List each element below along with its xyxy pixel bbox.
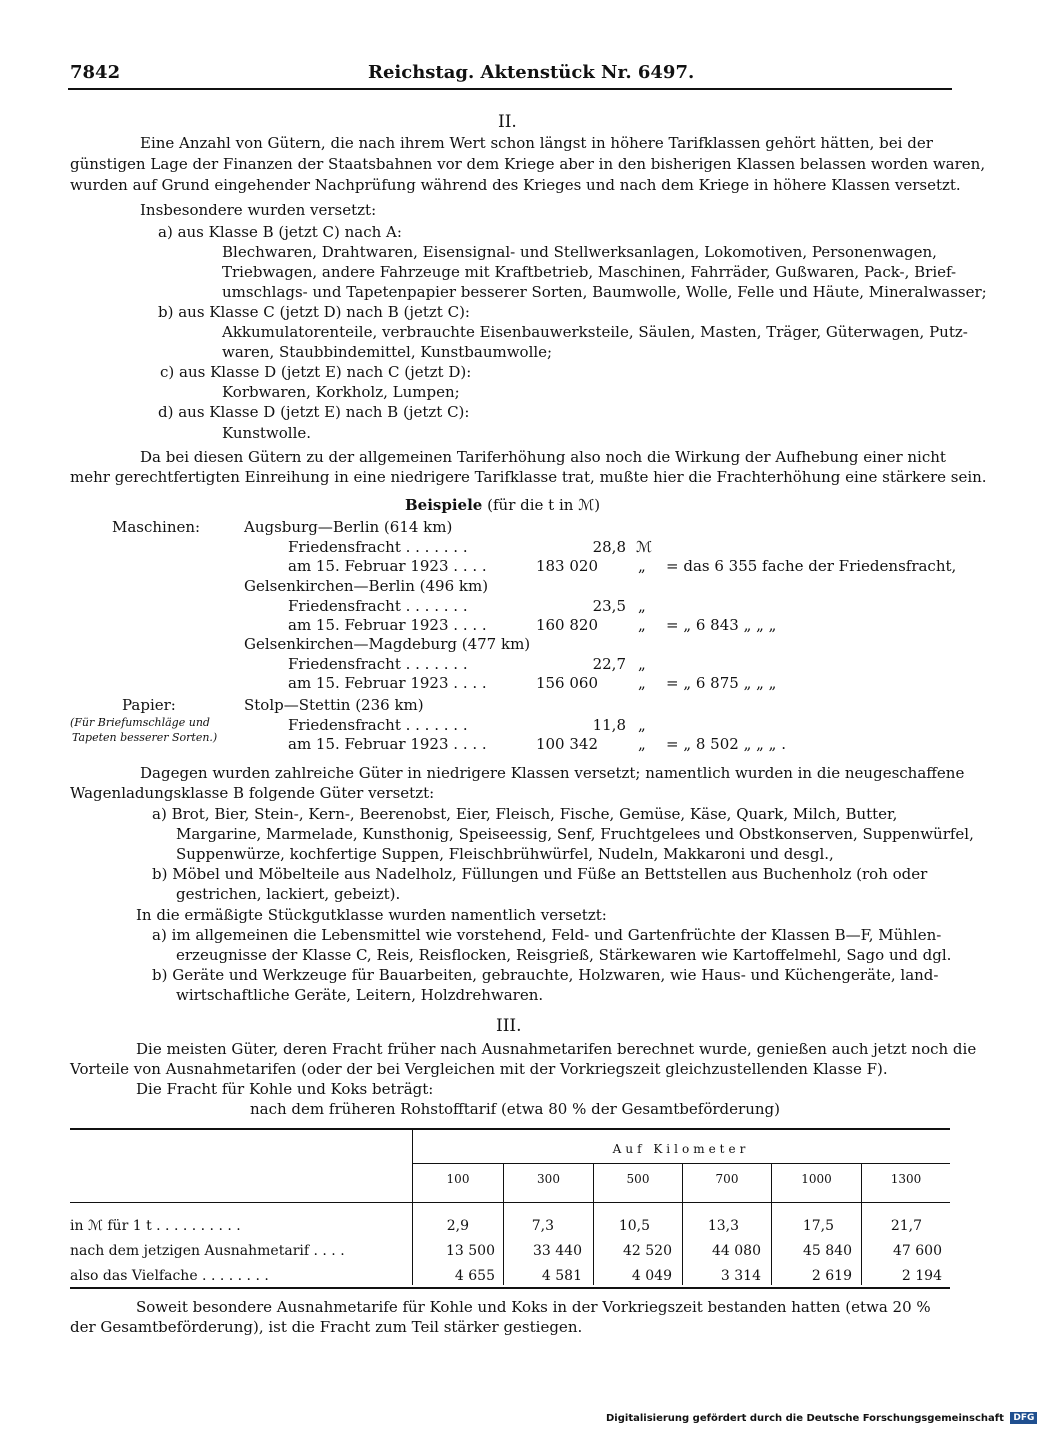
- list-c-head: c) aus Klasse D (jetzt E) nach C (jetzt D):: [160, 363, 472, 381]
- table-row-label: also das Vielfache . . . . . . . .: [70, 1268, 269, 1284]
- closing-line-1: Soweit besondere Ausnahmetarife für Kohle und Koks in der Vorkriegszeit bestanden hatten (etwa 20 %: [136, 1298, 931, 1316]
- example-route: Augsburg—Berlin (614 km): [244, 518, 453, 536]
- example-fried-value: 11,8: [592, 716, 626, 734]
- table-bottom-rule: [70, 1287, 950, 1289]
- conclusion-line-1: Da bei diesen Gütern zu der allgemeinen Tariferhöhung also noch die Wirkung der Aufhebung einer nicht: [140, 448, 946, 466]
- list-a-body-1: Blechwaren, Drahtwaren, Eisensignal- und Stellwerksanlagen, Lokomotiven, Personenwagen,: [222, 243, 937, 261]
- list2-a-line-3: Suppenwürze, kochfertige Suppen, Fleischbrühwürfel, Nudeln, Makkaroni und desgl.,: [176, 845, 834, 863]
- table-group-header: Auf Kilometer: [612, 1142, 750, 1156]
- list3-a-line-1: a) im allgemeinen die Lebensmittel wie vorstehend, Feld- und Gartenfrüchte der Klassen B—F, Mühlen-: [152, 926, 942, 944]
- table-cell: 47 600: [893, 1243, 942, 1259]
- example-multiple: = „ 6 843 „ „ „: [666, 616, 777, 634]
- list2-b-line-2: gestrichen, lackiert, gebeizt).: [176, 885, 401, 903]
- page-number: 7842: [70, 62, 121, 83]
- table-cell: 13 500: [446, 1243, 495, 1259]
- table-cell: 44 080: [712, 1243, 761, 1259]
- example-feb-value: 100 342: [535, 735, 598, 753]
- digitization-credit: Digitalisierung gefördert durch die Deutsche Forschungsgemeinschaft: [606, 1413, 1004, 1424]
- table-cell: 3 314: [720, 1268, 761, 1284]
- example-fried-unit: „: [638, 597, 646, 615]
- intro-line-1: Eine Anzahl von Gütern, die nach ihrem Wert schon längst in höhere Tarifklassen gehört hätten, bei der: [140, 134, 933, 152]
- page-title: Reichstag. Aktenstück Nr. 6497.: [368, 62, 695, 83]
- example-fried-label: Friedensfracht . . . . . . .: [288, 597, 468, 615]
- example-feb-label: am 15. Februar 1923 . . . .: [288, 616, 487, 634]
- table-top-rule: [70, 1128, 950, 1130]
- example-fried-label: Friedensfracht . . . . . . .: [288, 538, 468, 556]
- example-multiple: = das 6 355 fache der Friedensfracht,: [666, 557, 957, 575]
- table-cell: 17,5: [802, 1218, 834, 1234]
- table-group-rule: [412, 1163, 950, 1164]
- example-route: Gelsenkirchen—Berlin (496 km): [244, 577, 489, 595]
- example-feb-label: am 15. Februar 1923 . . . .: [288, 674, 487, 692]
- beispiele-heading: Beispiele: [405, 496, 483, 514]
- table-cell: 4 049: [631, 1268, 672, 1284]
- table-cell: 2 619: [811, 1268, 852, 1284]
- list-c-body-1: Korbwaren, Korkholz, Lumpen;: [222, 383, 460, 401]
- table-col-header: 500: [626, 1172, 650, 1186]
- list-b-head: b) aus Klasse C (jetzt D) nach B (jetzt C):: [158, 303, 470, 321]
- list2-a-line-2: Margarine, Marmelade, Kunsthonig, Speiseessig, Senf, Fruchtgelees und Obstkonserven, Suppenwürfel,: [176, 825, 974, 843]
- example-feb-value: 183 020: [535, 557, 598, 575]
- example-fried-label: Friedensfracht . . . . . . .: [288, 655, 468, 673]
- table-cell: 45 840: [803, 1243, 852, 1259]
- example-route: Gelsenkirchen—Magdeburg (477 km): [244, 635, 531, 653]
- example-category: Papier:: [122, 696, 176, 714]
- dagegen-line-1: Dagegen wurden zahlreiche Güter in niedrigere Klassen versetzt; namentlich wurden in die neugeschaffene: [140, 764, 965, 782]
- section3-para-2: Vorteile von Ausnahmetarifen (oder der bei Vergleichen mit der Vorkriegszeit gleichzustellenden Klasse F).: [70, 1060, 888, 1078]
- table-cell: 4 655: [454, 1268, 495, 1284]
- stueckgut-line: In die ermäßigte Stückgutklasse wurden namentlich versetzt:: [136, 906, 607, 924]
- example-fried-label: Friedensfracht . . . . . . .: [288, 716, 468, 734]
- table-col-header: 1000: [801, 1172, 832, 1186]
- table-row-label: nach dem jetzigen Ausnahmetarif . . . .: [70, 1243, 345, 1259]
- section-heading-ii: II.: [498, 112, 517, 132]
- section-heading-iii: III.: [496, 1016, 522, 1036]
- insbesondere-line: Insbesondere wurden versetzt:: [140, 201, 377, 219]
- table-row-label: in ℳ für 1 t . . . . . . . . . .: [70, 1218, 241, 1234]
- example-feb-value: 160 820: [535, 616, 598, 634]
- list3-a-line-2: erzeugnisse der Klasse C, Reis, Reisflocken, Reisgrieß, Stärkewaren wie Kartoffelmehl, Sago und dgl.: [176, 946, 952, 964]
- intro-line-3: wurden auf Grund eingehender Nachprüfung während des Krieges und nach dem Kriege in höhere Klassen versetzt.: [70, 176, 961, 194]
- papier-note-2: Tapeten besserer Sorten.): [72, 731, 218, 744]
- table-cell: 33 440: [533, 1243, 582, 1259]
- list-d-body-1: Kunstwolle.: [222, 424, 312, 442]
- list-b-body-1: Akkumulatorenteile, verbrauchte Eisenbauwerksteile, Säulen, Masten, Träger, Güterwagen, Putz-: [222, 323, 968, 341]
- table-col-header: 100: [446, 1172, 470, 1186]
- section3-para-1: Die meisten Güter, deren Fracht früher nach Ausnahmetarifen berechnet wurde, genießen auch jetzt noch die: [136, 1040, 977, 1058]
- header-rule: [68, 88, 952, 90]
- table-cell: 2,9: [446, 1218, 469, 1234]
- example-fried-unit: „: [638, 655, 646, 673]
- list3-b-line-2: wirtschaftliche Geräte, Leitern, Holzdrehwaren.: [176, 986, 544, 1004]
- list2-a-line-1: a) Brot, Bier, Stein-, Kern-, Beerenobst, Eier, Fleisch, Fische, Gemüse, Käse, Quark, Milch, Butter,: [152, 805, 898, 823]
- list-d-head: d) aus Klasse D (jetzt E) nach B (jetzt C):: [158, 403, 470, 421]
- conclusion-line-2: mehr gerechtfertigten Einreihung in eine niedrigere Tarifklasse trat, mußte hier die Frachterhöhung eine stärkere sein.: [70, 468, 987, 486]
- example-feb-label: am 15. Februar 1923 . . . .: [288, 557, 487, 575]
- example-multiple: = „ 6 875 „ „ „: [666, 674, 777, 692]
- example-fried-value: 23,5: [592, 597, 626, 615]
- table-col-header: 1300: [890, 1172, 922, 1186]
- papier-note-1: (Für Briefumschläge und: [70, 716, 210, 729]
- example-multiple: = „ 8 502 „ „ „ .: [666, 735, 786, 753]
- example-category: Maschinen:: [112, 518, 201, 536]
- example-feb-value: 156 060: [535, 674, 598, 692]
- list-a-body-2: Triebwagen, andere Fahrzeuge mit Kraftbetrieb, Maschinen, Fahrräder, Gußwaren, Pack-, Brief-: [222, 263, 957, 281]
- list3-b-line-1: b) Geräte und Werkzeuge für Bauarbeiten, gebrauchte, Holzwaren, wie Haus- und Küchengeräte, land-: [152, 966, 939, 984]
- kohle-line: Die Fracht für Kohle und Koks beträgt:: [136, 1080, 434, 1098]
- intro-line-2: günstigen Lage der Finanzen der Staatsbahnen vor dem Kriege aber in den bisherigen Klassen belassen worden waren,: [70, 155, 986, 173]
- list-a-body-3: umschlags- und Tapetenpapier besserer Sorten, Baumwolle, Wolle, Felle und Häute, Mineralwasser;: [222, 283, 987, 301]
- list2-b-line-1: b) Möbel und Möbelteile aus Nadelholz, Füllungen und Füße an Bettstellen aus Buchenholz (roh oder: [152, 865, 928, 883]
- table-col-header: 700: [715, 1172, 739, 1186]
- table-cell: 42 520: [623, 1243, 672, 1259]
- table-cell: 4 581: [541, 1268, 582, 1284]
- dfg-logo-icon: DFG: [1010, 1412, 1037, 1424]
- table-cell: 21,7: [890, 1218, 922, 1234]
- example-feb-ditto: „: [638, 674, 646, 692]
- example-feb-label: am 15. Februar 1923 . . . .: [288, 735, 487, 753]
- example-feb-ditto: „: [638, 557, 646, 575]
- example-feb-ditto: „: [638, 735, 646, 753]
- example-fried-value: 28,8: [592, 538, 626, 556]
- dagegen-line-2: Wagenladungsklasse B folgende Güter versetzt:: [70, 784, 435, 802]
- list-a-head: a) aus Klasse B (jetzt C) nach A:: [158, 223, 402, 241]
- example-fried-unit: „: [638, 716, 646, 734]
- table-cell: 2 194: [901, 1268, 942, 1284]
- table-cell: 10,5: [618, 1218, 650, 1234]
- table-cell: 7,3: [531, 1218, 554, 1234]
- table-cell: 13,3: [707, 1218, 739, 1234]
- beispiele-unit: (für die t in ℳ): [487, 496, 601, 514]
- example-fried-value: 22,7: [592, 655, 626, 673]
- example-fried-unit: ℳ: [636, 538, 653, 556]
- table-head-rule: [70, 1202, 950, 1203]
- example-route: Stolp—Stettin (236 km): [244, 696, 424, 714]
- table-col-header: 300: [537, 1172, 560, 1186]
- list-b-body-2: waren, Staubbindemittel, Kunstbaumwolle;: [222, 343, 553, 361]
- closing-line-2: der Gesamtbeförderung), ist die Fracht zum Teil stärker gestiegen.: [70, 1318, 583, 1336]
- example-feb-ditto: „: [638, 616, 646, 634]
- table-caption: nach dem früheren Rohstofftarif (etwa 80 % der Gesamtbeförderung): [250, 1100, 780, 1118]
